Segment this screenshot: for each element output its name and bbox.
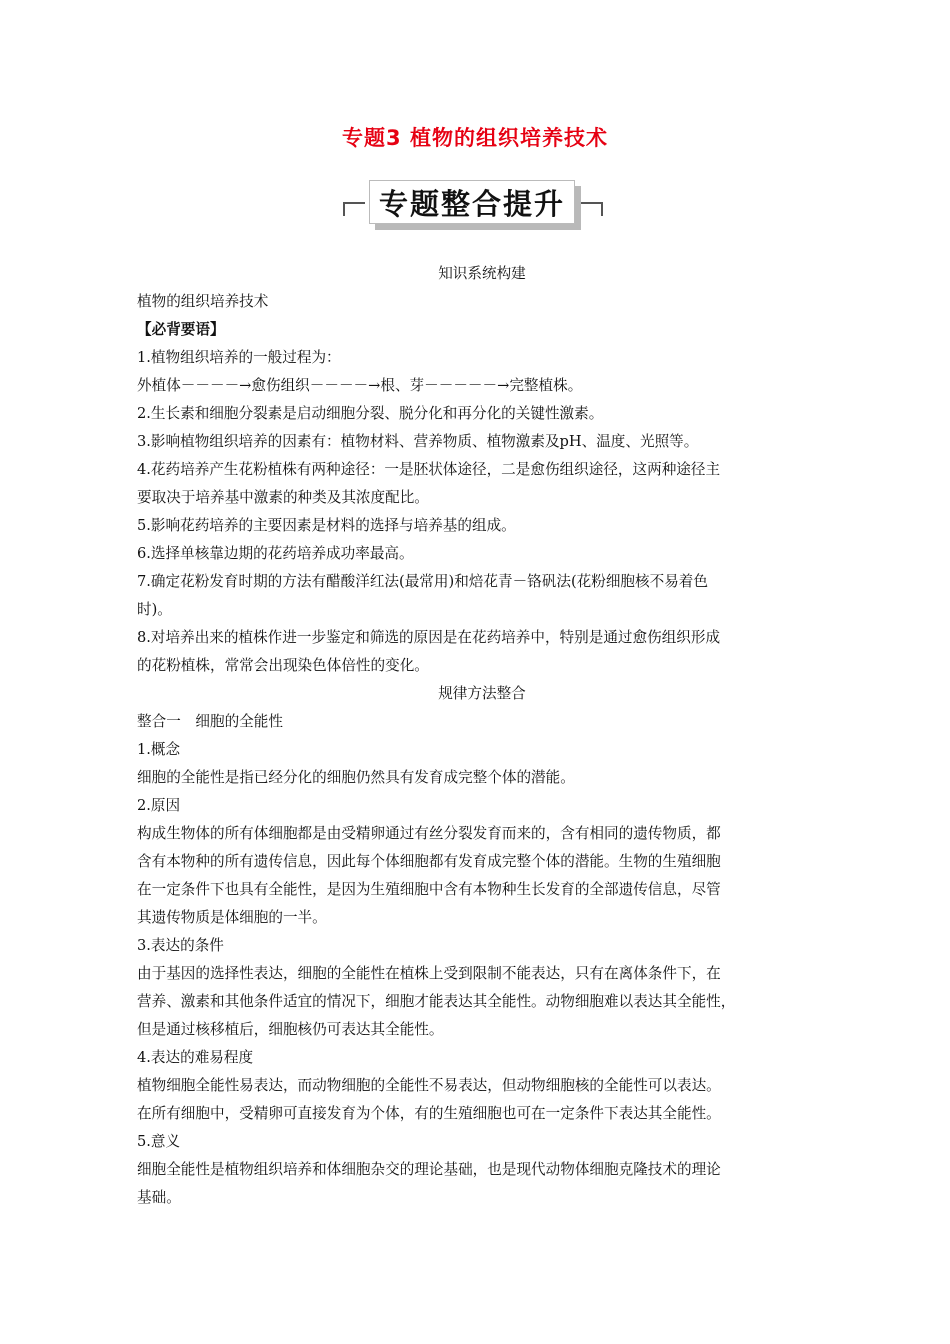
section-heading-methods: 规律方法整合 <box>438 685 526 702</box>
paragraph-line: 其遗传物质是体细胞的一半。 <box>137 909 327 926</box>
paragraph-line: 2.生长素和细胞分裂素是启动细胞分裂、脱分化和再分化的关键性激素。 <box>137 405 604 422</box>
paragraph-line: 5.影响花药培养的主要因素是材料的选择与培养基的组成。 <box>137 517 516 534</box>
paragraph-line: 在所有细胞中，受精卵可直接发育为个体，有的生殖细胞也可在一定条件下表达其全能性。 <box>137 1105 721 1122</box>
paragraph-line: 7.确定花粉发育时期的方法有醋酸洋红法(最常用)和焙花青－铬矾法(花粉细胞核不易着色 <box>137 573 708 590</box>
paragraph-line: 6.选择单核靠边期的花药培养成功率最高。 <box>137 545 414 562</box>
paragraph-line: 时)。 <box>137 601 172 618</box>
paragraph-line: 要取决于培养基中激素的种类及其浓度配比。 <box>137 489 429 506</box>
paragraph-line: 构成生物体的所有体细胞都是由受精卵通过有丝分裂发育而来的，含有相同的遗传物质，都 <box>137 825 721 842</box>
banner-left-line <box>343 202 365 204</box>
page-title: 专题3 植物的组织培养技术 <box>342 126 608 150</box>
paragraph-line: 细胞全能性是植物组织培养和体细胞杂交的理论基础，也是现代动物体细胞克隆技术的理论 <box>137 1161 721 1178</box>
paragraph-line: 含有本物种的所有遗传信息，因此每个体细胞都有发育成完整个体的潜能。生物的生殖细胞 <box>137 853 721 870</box>
paragraph-line: 植物细胞全能性易表达，而动物细胞的全能性不易表达，但动物细胞核的全能性可以表达。 <box>137 1077 721 1094</box>
paragraph-line: 5.意义 <box>137 1133 181 1150</box>
paragraph-line: 由于基因的选择性表达，细胞的全能性在植株上受到限制不能表达，只有在离体条件下，在 <box>137 965 721 982</box>
paragraph-line: 的花粉植株，常常会出现染色体倍性的变化。 <box>137 657 429 674</box>
banner-right-tick <box>601 202 603 216</box>
banner-label: 专题整合提升 <box>369 180 575 224</box>
paragraph-line: 4.表达的难易程度 <box>137 1049 254 1066</box>
paragraph-line: 1.植物组织培养的一般过程为： <box>137 349 341 366</box>
subsection-heading: 整合一 细胞的全能性 <box>137 713 283 730</box>
banner-left-tick <box>343 202 345 216</box>
banner-right-line <box>581 202 603 204</box>
paragraph-line: 1.概念 <box>137 741 181 758</box>
section-subtitle: 植物的组织培养技术 <box>137 293 269 310</box>
must-memorize-label: 【必背要语】 <box>137 321 225 338</box>
paragraph-line: 3.影响植物组织培养的因素有：植物材料、营养物质、植物激素及pH、温度、光照等。 <box>137 433 699 450</box>
paragraph-line: 3.表达的条件 <box>137 937 224 954</box>
paragraph-line: 营养、激素和其他条件适宜的情况下，细胞才能表达其全能性。动物细胞难以表达其全能性， <box>137 993 736 1010</box>
section-banner <box>343 180 603 230</box>
paragraph-line: 4.花药培养产生花粉植株有两种途径：一是胚状体途径，二是愈伤组织途径，这两种途径主 <box>137 461 721 478</box>
paragraph-line: 2.原因 <box>137 797 181 814</box>
paragraph-line: 基础。 <box>137 1189 181 1206</box>
paragraph-line: 在一定条件下也具有全能性，是因为生殖细胞中含有本物种生长发育的全部遗传信息，尽管 <box>137 881 721 898</box>
paragraph-line: 但是通过核移植后，细胞核仍可表达其全能性。 <box>137 1021 444 1038</box>
paragraph-line: 细胞的全能性是指已经分化的细胞仍然具有发育成完整个体的潜能。 <box>137 769 575 786</box>
paragraph-line: 8.对培养出来的植株作进一步鉴定和筛选的原因是在花药培养中，特别是通过愈伤组织形成 <box>137 629 721 646</box>
process-flow-line: 外植体－－－－→愈伤组织－－－－→根、芽－－－－－→完整植株。 <box>137 377 583 394</box>
section-heading-knowledge: 知识系统构建 <box>438 265 526 282</box>
document-body <box>137 260 827 1212</box>
